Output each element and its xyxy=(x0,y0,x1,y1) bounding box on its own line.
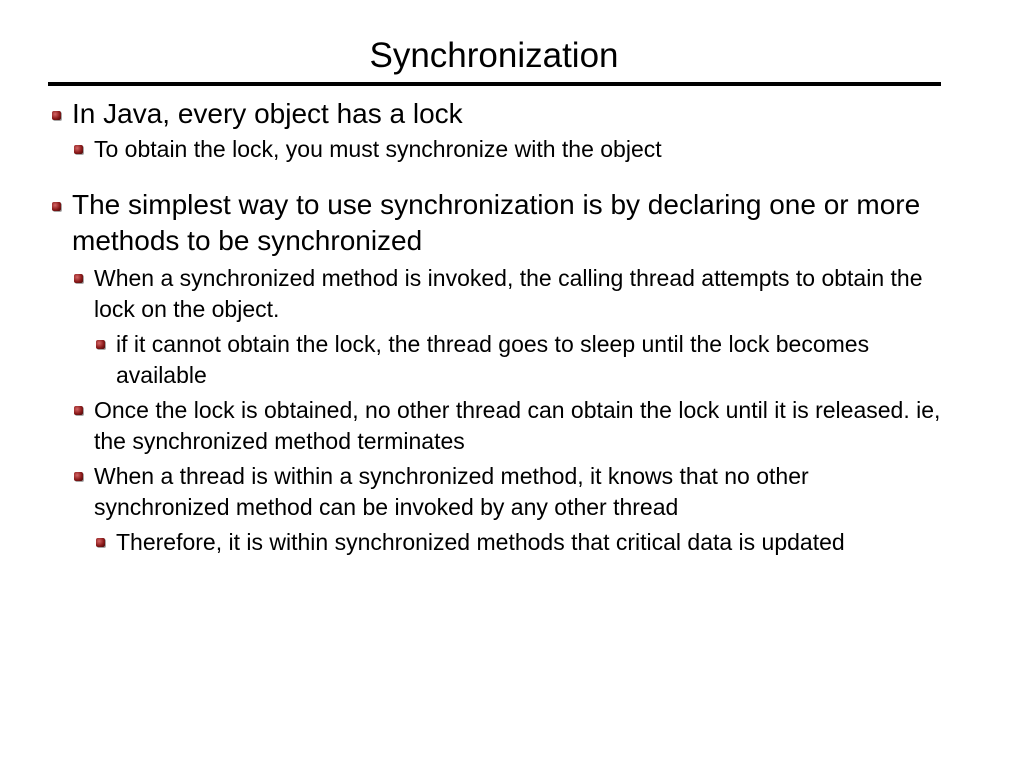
square-bullet-icon xyxy=(74,472,83,481)
square-bullet-icon xyxy=(74,274,83,283)
bullet-text: if it cannot obtain the lock, the thread goes to sleep until the lock becomes available xyxy=(116,331,870,388)
square-bullet-icon xyxy=(96,340,105,349)
bullet-text: Once the lock is obtained, no other thread can obtain the lock until it is released. ie, the synchronized method terminates xyxy=(94,397,941,454)
bullet-text: The simplest way to use synchronization is by declaring one or more methods to be synchronized xyxy=(72,189,921,256)
bullet-text: When a thread is within a synchronized method, it knows that no other synchronized method can be invoked by any other thread xyxy=(94,463,809,520)
bullet-item xyxy=(50,461,950,523)
square-bullet-icon xyxy=(74,145,83,154)
square-bullet-icon xyxy=(52,111,61,120)
square-bullet-icon xyxy=(74,406,83,415)
slide-title: Synchronization xyxy=(369,36,619,75)
bullet-text: When a synchronized method is invoked, the calling thread attempts to obtain the lock on the object. xyxy=(94,265,923,322)
square-bullet-icon xyxy=(96,538,105,547)
bullet-item xyxy=(50,187,950,259)
bullet-text: In Java, every object has a lock xyxy=(72,98,463,129)
bullet-item xyxy=(50,134,950,165)
bullet-item xyxy=(50,329,950,391)
bullet-item xyxy=(50,527,950,558)
bullet-list xyxy=(50,96,950,558)
title-underline xyxy=(48,82,941,86)
bullet-item xyxy=(50,96,950,132)
bullet-text: To obtain the lock, you must synchronize with the object xyxy=(94,136,662,162)
bullet-item xyxy=(50,395,950,457)
bullet-item xyxy=(50,263,950,325)
square-bullet-icon xyxy=(52,202,61,211)
bullet-text: Therefore, it is within synchronized methods that critical data is updated xyxy=(116,529,845,555)
